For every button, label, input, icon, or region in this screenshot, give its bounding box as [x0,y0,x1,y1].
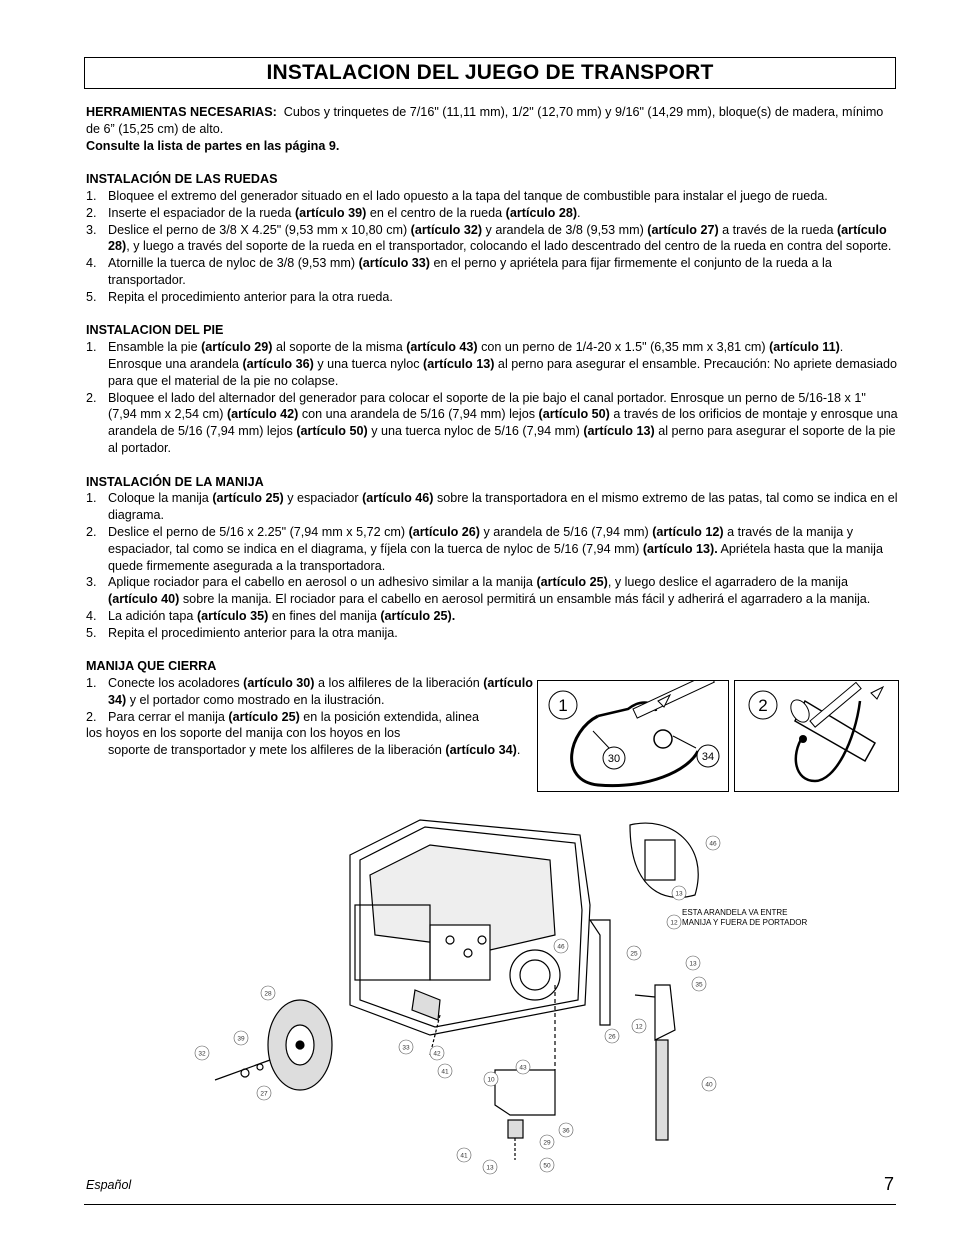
figure-number: 1 [558,696,568,715]
callout-42: 42 [433,1050,441,1058]
figure-1-release-pin [537,680,729,792]
page-number: 7 [884,1174,895,1194]
callout-46: 46 [709,840,717,848]
foot-heading: INSTALACION DEL PIE [86,323,224,338]
callout-39: 39 [237,1035,245,1043]
callout-36: 36 [562,1127,570,1135]
list-item: 4. La adición tapa (artículo 35) en fines del manija (artículo 25). [86,608,456,623]
instructions [86,104,898,759]
list-item: 5. Repita el procedimiento anterior para la otra rueda. [86,289,393,304]
callout-34: 34 [701,751,715,763]
tools-text: Cubos y trinquetes de 7/16" (11,11 mm), 1/2" (12,70 mm) y 9/16" (14,29 mm), bloque(s) de madera, mínimo de 6” (15,25 cm) de alto. [86,105,884,136]
exploded-view-drawing [190,815,850,1180]
list-item: 2. Para cerrar el manija (artículo 25) en la posición extendida, alinea los hoyos en los soporte del manija con los hoyos en los soporte de transportador y mete los alfileres de la liberación (artículo 34). [86,709,521,758]
wheels-list [86,188,898,306]
list-item: 1. Coloque la manija (artículo 25) y espaciador (artículo 46) sobre la transportadora en el mismo extremo de las patas, tal como se indica en el diagrama. [86,491,898,523]
list-item: 2. Deslice el perno de 5/16 x 2.25" (7,94 mm x 5,72 cm) (artículo 26) y arandela de 5/16 (7,94 mm) (artículo 12) a través de la manija y espaciador, tal como se indica en el diagrama, y fíjela con la tuerca de nyloc de 5/16 (7,94 mm) (artículo 13). Apriétela hasta que la manija quede firmemente asegurada a la transportadora. [86,524,883,573]
diagram-note [682,908,807,927]
callout-12: 12 [670,919,678,927]
wheels-heading: INSTALACIÓN DE LAS RUEDAS [86,172,278,187]
callout-43: 43 [519,1064,527,1072]
callout-29: 29 [543,1139,551,1147]
list-item: 1. Ensamble la pie (artículo 29) al soporte de la misma (artículo 43) con un perno de 1/4-20 x 1.5" (6,35 mm x 3,81 cm) (artículo 11). Enrosque una arandela (artículo 36) y una tuerca nyloc (artículo 13) al perno para asegurar el ensamble. Precaución: No apriete demasiado para que el material de la pie no colapse. [86,340,897,388]
list-item: 4. Atornille la tuerca de nyloc de 3/8 (9,53 mm) (artículo 33) en el perno y apriétela para fijar firmemente el conjunto de la rueda a la transportador. [86,256,832,287]
foot-list [86,339,898,457]
closing-heading: MANIJA QUE CIERRA [86,659,217,674]
note-line-2: MANIJA Y FUERA DE PORTADOR [682,918,808,927]
callout-25: 25 [630,950,638,958]
list-item: 1. Bloquee el extremo del generador situado en el lado opuesto a la tapa del tanque de combustible para instalar el juego de rueda. [86,188,828,203]
footer-rule [84,1204,896,1205]
note-line-1: ESTA ARANDELA VA ENTRE [682,908,788,917]
list-item: 1. Conecte los acoladores (artículo 30) a los alfileres de la liberación (artículo 34) y el portador como mostrado en la ilustración. [86,676,533,707]
callout-33: 33 [402,1044,410,1052]
handle-list [86,490,898,641]
callout-13: 13 [486,1164,494,1172]
callout-13: 13 [675,890,683,898]
callout-41: 41 [441,1068,449,1076]
callout-41: 41 [460,1152,468,1160]
callout-28: 28 [264,990,272,998]
page-title-box [84,57,896,89]
figure-2-pin-inserted [734,680,899,792]
callout-32: 32 [198,1050,206,1058]
callout-12: 12 [635,1023,643,1031]
tools-label: HERRAMIENTAS NECESARIAS: [86,105,277,119]
parts-reference: Consulte la lista de partes en las página 9. [86,138,340,153]
footer-language: Español [86,1178,132,1192]
callout-13: 13 [689,960,697,968]
list-item: 3. Aplique rociador para el cabello en aerosol o un adhesivo similar a la manija (artículo 25), y luego deslice el agarradero de la manija (artículo 40) sobre la manija. El rociador para el cabello en aerosol permitirá un ensamble más fácil y adherirá el agarradero a la manija. [86,575,871,607]
handle-heading: INSTALACIÓN DE LA MANIJA [86,474,264,489]
callout-40: 40 [705,1081,713,1089]
tools-paragraph [86,104,898,138]
figure-1-drawing [538,681,728,791]
callout-50: 50 [543,1162,551,1170]
callout-30: 30 [607,753,621,765]
callout-46: 46 [557,943,565,951]
page-title: INSTALACION DEL JUEGO DE TRANSPORT [266,61,714,84]
list-item: 2. Bloquee el lado del alternador del generador para colocar el soporte de la pie bajo el canal portador. Enrosque un perno de 5/16-18 x 1" (7,94 mm x 2,54 cm) (artículo 42) con una arandela de 5/16 (7,94 mm) lejos (artículo 50) a través de los orificios de montaje y enrosque una arandela de 5/16 (7,94 mm) lejos (artículo 50) y una tuerca nyloc de 5/16 (7,94 mm) (artículo 13) al perno para asegurar el soporte de la pie al portador. [86,390,898,455]
transport-kit-exploded-diagram [190,815,850,1180]
list-item: 2. Inserte el espaciador de la rueda (artículo 39) en el centro de la rueda (artículo 28). [86,205,581,220]
list-item: 5. Repita el procedimiento anterior para la otra manija. [86,625,398,640]
figure-2-drawing [735,681,898,791]
callout-35: 35 [695,981,703,989]
callout-27: 27 [260,1090,268,1098]
callout-10: 10 [487,1076,495,1084]
list-item: 3. Deslice el perno de 3/8 X 4.25" (9,53 mm x 10,80 cm) (artículo 32) y arandela de 3/8 (9,53 mm) (artículo 27) a través de la rueda (artículo 28), y luego a través del soporte de la rueda en el transportador, colocando el lado descentrado del centro de la rueda en contra del soporte. [86,222,892,254]
figure-number: 2 [758,696,768,715]
callout-26: 26 [608,1033,616,1041]
